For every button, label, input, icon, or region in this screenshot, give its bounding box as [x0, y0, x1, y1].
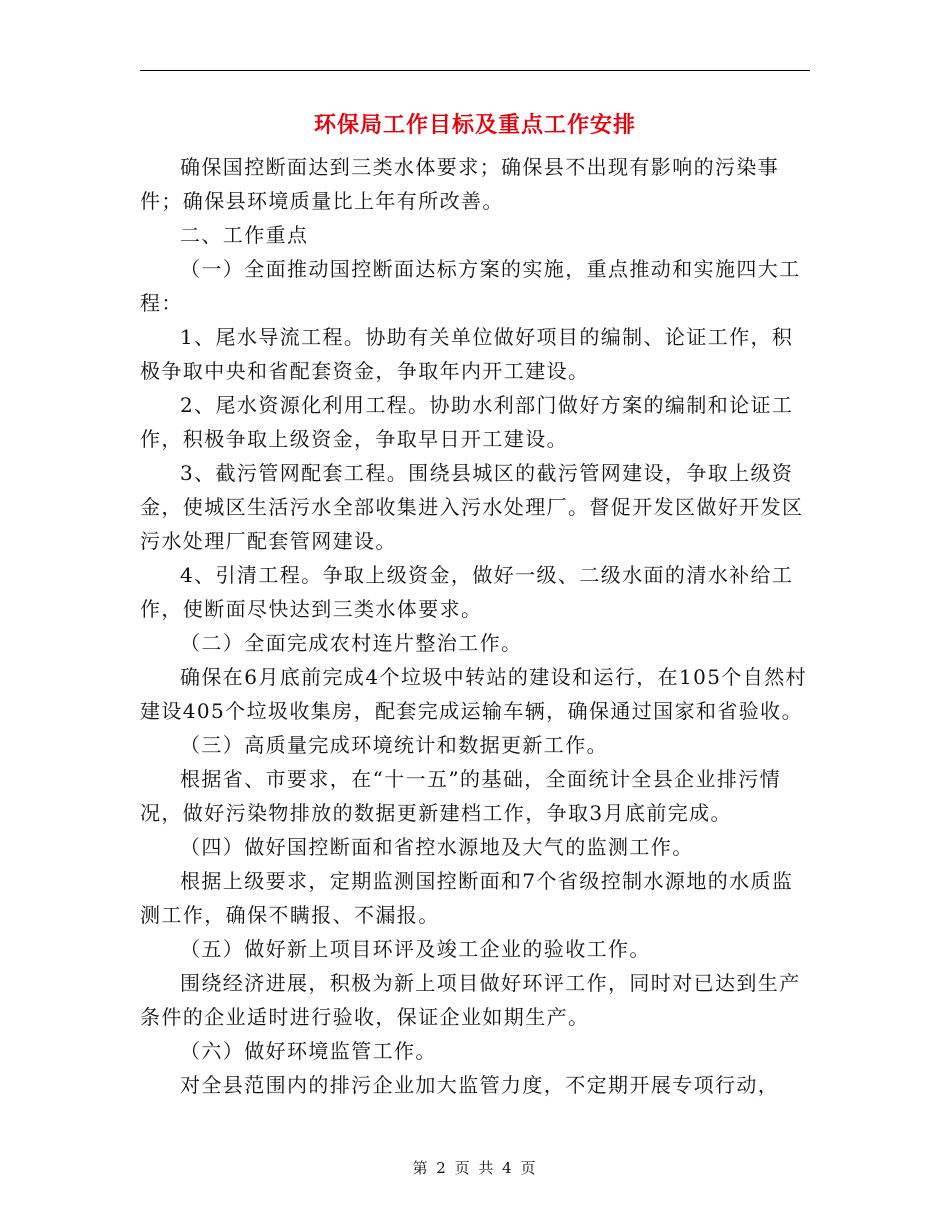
subsection-heading: （二）全面完成农村连片整治工作。: [180, 631, 523, 655]
document-body: [140, 150, 810, 1102]
page-footer: [0, 1157, 950, 1178]
paragraph: 确保在6月底前完成4个垃圾中转站的建设和运行，在105个自然村建设405个垃圾收集房，配套完成运输车辆，确保通过国家和省验收。: [140, 665, 808, 723]
subsection-heading: （一）全面推动国控断面达标方案的实施，重点推动和实施四大工程：: [140, 257, 801, 315]
subsection-heading: （六）做好环境监管工作。: [180, 1039, 437, 1063]
paragraph: 根据省、市要求，在“十一五”的基础，全面统计全县企业排污情况，做好污染物排放的数据更新建档工作，争取3月底前完成。: [140, 767, 782, 825]
paragraph: 4、引清工程。争取上级资金，做好一级、二级水面的清水补给工作，使断面尽快达到三类水体要求。: [140, 563, 794, 621]
page-number-label: 第 2 页 共 4 页: [412, 1159, 538, 1177]
paragraph: 围绕经济进展，积极为新上项目做好环评工作，同时对已达到生产条件的企业适时进行验收，保证企业如期生产。: [140, 971, 801, 1029]
subsection-heading: （三）高质量完成环境统计和数据更新工作。: [180, 733, 608, 757]
header-rule: [140, 70, 810, 71]
paragraph: 根据上级要求，定期监测国控断面和7个省级控制水源地的水质监测工作，确保不瞒报、不漏报。: [140, 869, 794, 927]
subsection-heading: （四）做好国控断面和省控水源地及大气的监测工作。: [180, 835, 694, 859]
section-heading: 二、工作重点: [180, 223, 309, 247]
paragraph: 3、截污管网配套工程。围绕县城区的截污管网建设，争取上级资金，使城区生活污水全部收集进入污水处理厂。督促开发区做好开发区污水处理厂配套管网建设。: [140, 461, 804, 553]
paragraph: 2、尾水资源化利用工程。协助水利部门做好方案的编制和论证工作，积极争取上级资金，争取早日开工建设。: [140, 393, 794, 451]
subsection-heading: （五）做好新上项目环评及竣工企业的验收工作。: [180, 937, 651, 961]
paragraph: 确保国控断面达到三类水体要求；确保县不出现有影响的污染事件；确保县环境质量比上年有所改善。: [140, 155, 780, 213]
document-title: 环保局工作目标及重点工作安排: [313, 113, 636, 138]
paragraph: 1、尾水导流工程。协助有关单位做好项目的编制、论证工作，积极争取中央和省配套资金，争取年内开工建设。: [140, 325, 794, 383]
paragraph: 对全县范围内的排污企业加大监管力度，不定期开展专项行动，: [180, 1073, 780, 1097]
